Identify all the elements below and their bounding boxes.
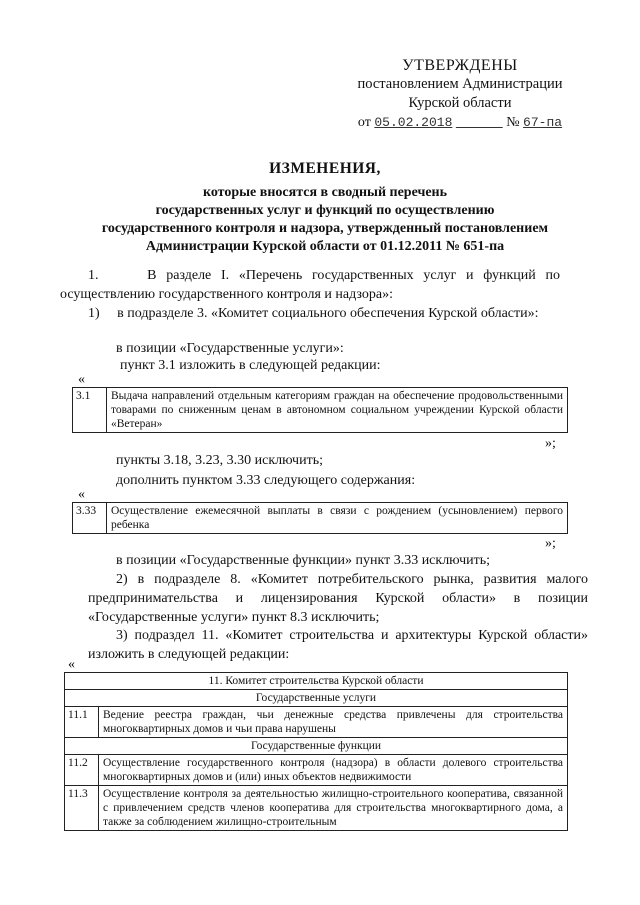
item-text: Выдача направлений отдельным категориям граждан на обеспечение продовольственными товарами по сниженным ценам в автономном социальном учреждении Курской области «Ветеран» — [107, 388, 568, 433]
table-row — [65, 755, 568, 786]
item-number: 3.33 — [73, 503, 107, 534]
paragraph-5: пункты 3.18, 3.23, 3.30 исключить; — [116, 453, 323, 468]
table-3-33 — [72, 502, 568, 534]
item-number: 11.2 — [65, 755, 99, 786]
open-quote-1: « — [78, 372, 85, 387]
date-prefix: от — [357, 115, 371, 130]
table-row — [73, 503, 568, 534]
approval-line-3: Курской области — [408, 95, 512, 111]
functions-header: Государственные функции — [65, 738, 568, 755]
paragraph-7: в позиции «Государственные функции» пункт 3.33 исключить; — [116, 553, 491, 568]
approval-heading: УТВЕРЖДЕНЫ — [402, 57, 518, 74]
paragraph-8: 2) в подразделе 8. «Комитет потребительского рынка, развития малого предпринимательства и лицензирования Курской области» в позиции «Государственные услуги» пункт 8.3 исключить; — [88, 572, 588, 625]
number-prefix: № — [506, 115, 520, 130]
close-quote-2: »; — [545, 536, 556, 551]
table-row — [73, 388, 568, 433]
approval-stamp — [340, 56, 580, 132]
item-number: 11.3 — [65, 786, 99, 831]
approval-line-2: постановлением Администрации — [357, 76, 563, 92]
paragraph-9: 3) подраздел 11. «Комитет строительства и архитектуры Курской области» изложить в следующей редакции: — [88, 628, 588, 662]
table-row — [65, 673, 568, 690]
date-value: 05.02.2018 — [374, 115, 453, 130]
paragraph-4: пункт 3.1 изложить в следующей редакции: — [120, 358, 381, 373]
item-text: Осуществление контроля за деятельностью жилищно-строительного кооператива, связанной с привлечением средств членов кооператива для строительства многоквартирного дома, а также за соблюдением жилищно-строительным — [99, 786, 568, 831]
table-section-11 — [64, 672, 568, 831]
paragraph-1: 1. В разделе I. «Перечень государственных услуг и функций по осуществлению государственного контроля и надзора»: — [60, 268, 560, 302]
title-line-3: государственного контроля и надзора, утвержденный постановлением — [101, 221, 549, 236]
item-text: Ведение реестра граждан, чьи денежные средства привлечены для строительства многоквартирных домов и чьи права нарушены — [99, 707, 568, 738]
item-number: 11.1 — [65, 707, 99, 738]
item-text: Осуществление ежемесячной выплаты в связи с рождением (усыновлением) первого ребенка — [107, 503, 568, 534]
paragraph-6: дополнить пунктом 3.33 следующего содержания: — [116, 473, 416, 488]
section-header: 11. Комитет строительства Курской области — [65, 673, 568, 690]
title-line-2: государственных услуг и функций по осуществлению — [155, 203, 495, 218]
table-row — [65, 707, 568, 738]
table-3-1 — [72, 387, 568, 433]
close-quote-1: »; — [545, 436, 556, 451]
approval-dateline — [340, 113, 580, 132]
title-line-4: Администрации Курской области от 01.12.2011 № 651-па — [145, 239, 505, 254]
services-header: Государственные услуги — [65, 690, 568, 707]
table-row — [65, 786, 568, 831]
open-quote-3: « — [68, 657, 75, 672]
paragraph-3: в позиции «Государственные услуги»: — [116, 341, 344, 356]
table-row — [65, 738, 568, 755]
paragraph-2: 1) в подразделе 3. «Комитет социального обеспечения Курской области»: — [88, 306, 539, 321]
item-number: 3.1 — [73, 388, 107, 433]
item-text: Осуществление государственного контроля (надзора) в области долевого строительства многоквартирных домов и (или) иных объектов недвижимости — [99, 755, 568, 786]
open-quote-2: « — [78, 487, 85, 502]
title-line-1: которые вносятся в сводный перечень — [202, 185, 448, 200]
table-row — [65, 690, 568, 707]
document-heading: ИЗМЕНЕНИЯ, — [269, 160, 381, 177]
number-value: 67-па — [523, 115, 563, 130]
